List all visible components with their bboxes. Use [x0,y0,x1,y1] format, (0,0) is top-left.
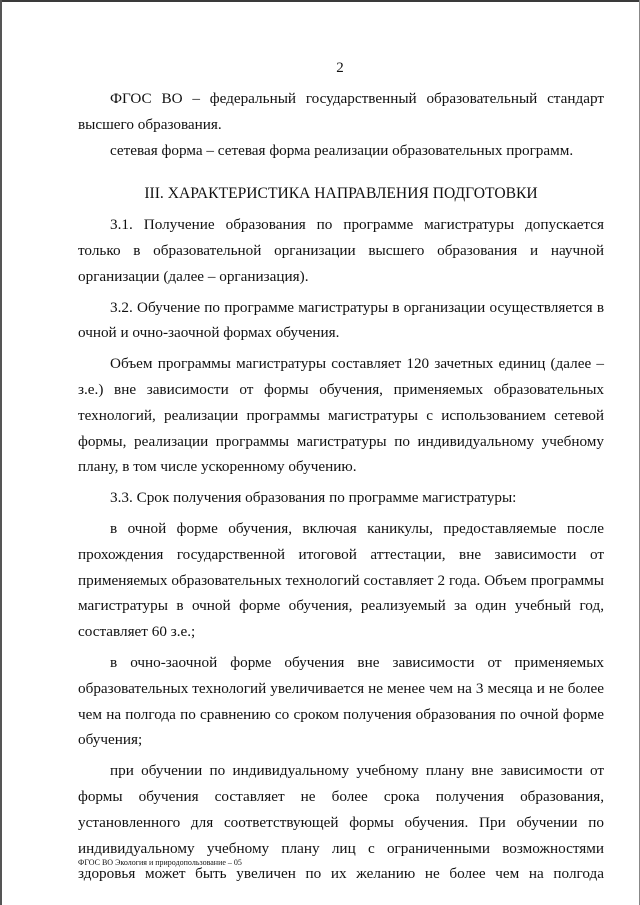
paragraph-3-3: 3.3. Срок получения образования по программе магистратуры: [110,489,517,507]
paragraph-3-1: 3.1. Получение образования по программе магистратуры допускается только в образовательной организации высшего образования и научной организации (далее – организация). [78,216,604,285]
scan-edge-top [0,0,640,2]
paragraph-volume: Объем программы магистратуры составляет 120 зачетных единиц (далее – з.е.) вне зависимости от формы обучения, применяемых образовательных технологий, реализации программы магистратуры с использованием сетевой формы, реализации программы магистратуры по индивидуальному учебному плану, в том числе ускоренному обучению. [78,355,604,476]
page-number: 2 [336,60,344,76]
paragraph-individual-plan: при обучении по индивидуальному учебному плану вне зависимости от формы обучения составляет не более срока получения образования, установленного для соответствующей формы обучения. При обучении по индивидуальному учебному плану лиц с ограниченными возможностями здоровья может быть увеличен по их желанию не более чем на полгода [78,762,604,883]
definition-fgos: ФГОС ВО – федеральный государственный образовательный стандарт высшего образования. [78,90,604,133]
paragraph-part-time: в очно-заочной форме обучения вне зависимости от применяемых образовательных технологий увеличивается не менее чем на 3 месяца и не более чем на полгода по сравнению со сроком получения образования по очной форме обучения; [78,653,604,749]
paragraph-3-2: 3.2. Обучение по программе магистратуры в организации осуществляется в очной и очно-заочной формах обучения. [78,298,604,342]
document-body [78,86,604,887]
page-footer: ФГОС ВО Экология и природопользование – 05 [78,858,242,867]
scan-edge-left [0,0,2,905]
definition-network-form: сетевая форма – сетевая форма реализации образовательных программ. [110,141,574,159]
section-heading: III. ХАРАКТЕРИСТИКА НАПРАВЛЕНИЯ ПОДГОТОВКИ [144,185,538,203]
paragraph-full-time: в очной форме обучения, включая каникулы, предоставляемые после прохождения государственной итоговой аттестации, вне зависимости от применяемых образовательных технологий составляет 2 года. Объем программы магистратуры в очной форме обучения, реализуемый за один учебный год, составляет 60 з.е.; [78,519,604,641]
